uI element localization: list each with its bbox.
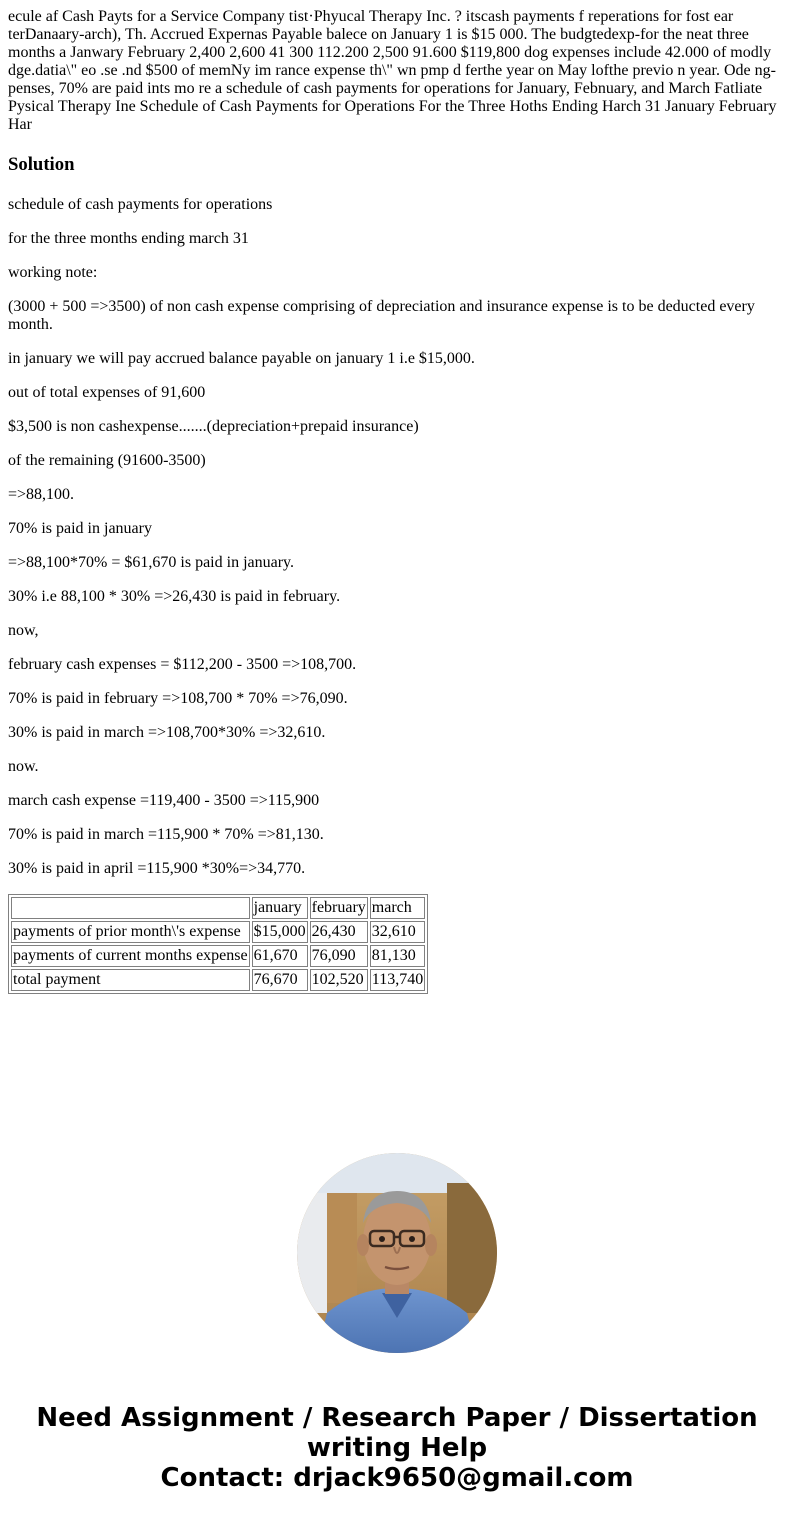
avatar [297, 1153, 497, 1353]
table-cell: total payment [11, 969, 250, 991]
table-header-cell: february [310, 897, 368, 919]
footer-line-2: writing Help [306, 1433, 488, 1463]
footer-contact: Contact: drjack9650@gmail.com [160, 1463, 634, 1493]
solution-paragraph: 70% is paid in march =115,900 * 70% =>81,130. [8, 826, 324, 843]
table-row [11, 969, 425, 991]
solution-paragraph: now, [8, 622, 39, 639]
table-cell: 81,130 [370, 945, 425, 967]
cash-payments-table [8, 894, 428, 994]
solution-paragraph: (3000 + 500 =>3500) of non cash expense comprising of depreciation and insurance expense is to be deducted every month. [8, 298, 755, 333]
question-text: ecule af Cash Payts for a Service Company tist·Phyucal Therapy Inc. ? itscash payments f reperations for fost ear terDanaary-arch), Th. Accrued Expernas Payable balece on January 1 is $15 000. The budgtedexp-for the neat three months a Janwary February 2,400 2,600 41 300 112.200 2,500 91.600 $119,800 dog expenses include 42.000 of modly dge.datia\" eo .se .nd $500 of memNy im rance expense th\" wn pmp d ferthe year on May lofthe previo n year. Ode ng-penses, 70% are paid ints mo re a schedule of cash payments for operations for January, Febnuary, and March Fatliate Pysical Therapy Ine Schedule of Cash Payments for Operations For the Three Hoths Ending Harch 31 January February Har [8, 8, 777, 133]
solution-paragraph: =>88,100*70% = $61,670 is paid in january. [8, 554, 294, 571]
solution-paragraph: 70% is paid in february =>108,700 * 70% =>76,090. [8, 690, 348, 707]
table-cell: 113,740 [370, 969, 425, 991]
table-header-cell: march [370, 897, 425, 919]
footer-advert [0, 1403, 794, 1493]
solution-paragraph: $3,500 is non cashexpense.......(depreciation+prepaid insurance) [8, 418, 419, 435]
table-cell: payments of prior month\'s expense [11, 921, 250, 943]
table-row [11, 921, 425, 943]
solution-paragraph: 30% i.e 88,100 * 30% =>26,430 is paid in february. [8, 588, 341, 605]
table-cell: payments of current months expense [11, 945, 250, 967]
table-cell: 32,610 [370, 921, 425, 943]
table-cell: 26,430 [310, 921, 368, 943]
solution-paragraph: for the three months ending march 31 [8, 230, 249, 247]
solution-paragraph: 70% is paid in january [8, 520, 152, 537]
solution-paragraph: in january we will pay accrued balance payable on january 1 i.e $15,000. [8, 350, 475, 367]
table-header-cell: january [252, 897, 308, 919]
solution-paragraph: now. [8, 758, 39, 775]
solution-paragraph: 30% is paid in march =>108,700*30% =>32,610. [8, 724, 326, 741]
solution-paragraph: february cash expenses = $112,200 - 3500 =>108,700. [8, 656, 357, 673]
table-cell: 61,670 [252, 945, 308, 967]
table-cell: 76,670 [252, 969, 308, 991]
solution-paragraph: =>88,100. [8, 486, 75, 503]
solution-paragraph: of the remaining (91600-3500) [8, 452, 206, 469]
avatar-photo [297, 1153, 497, 1353]
solution-heading: Solution [8, 154, 75, 175]
solution-body [8, 196, 786, 878]
solution-paragraph: march cash expense =119,400 - 3500 =>115,900 [8, 792, 320, 809]
solution-paragraph: 30% is paid in april =115,900 *30%=>34,770. [8, 860, 306, 877]
solution-paragraph: schedule of cash payments for operations [8, 196, 273, 213]
table-cell: 76,090 [310, 945, 368, 967]
footer-line-1: Need Assignment / Research Paper / Dissertation [36, 1403, 758, 1433]
table-cell: $15,000 [252, 921, 308, 943]
table-row [11, 945, 425, 967]
table-header-cell [11, 897, 250, 919]
table-header-row [11, 897, 425, 919]
table-cell: 102,520 [310, 969, 368, 991]
solution-paragraph: out of total expenses of 91,600 [8, 384, 206, 401]
solution-paragraph: working note: [8, 264, 98, 281]
